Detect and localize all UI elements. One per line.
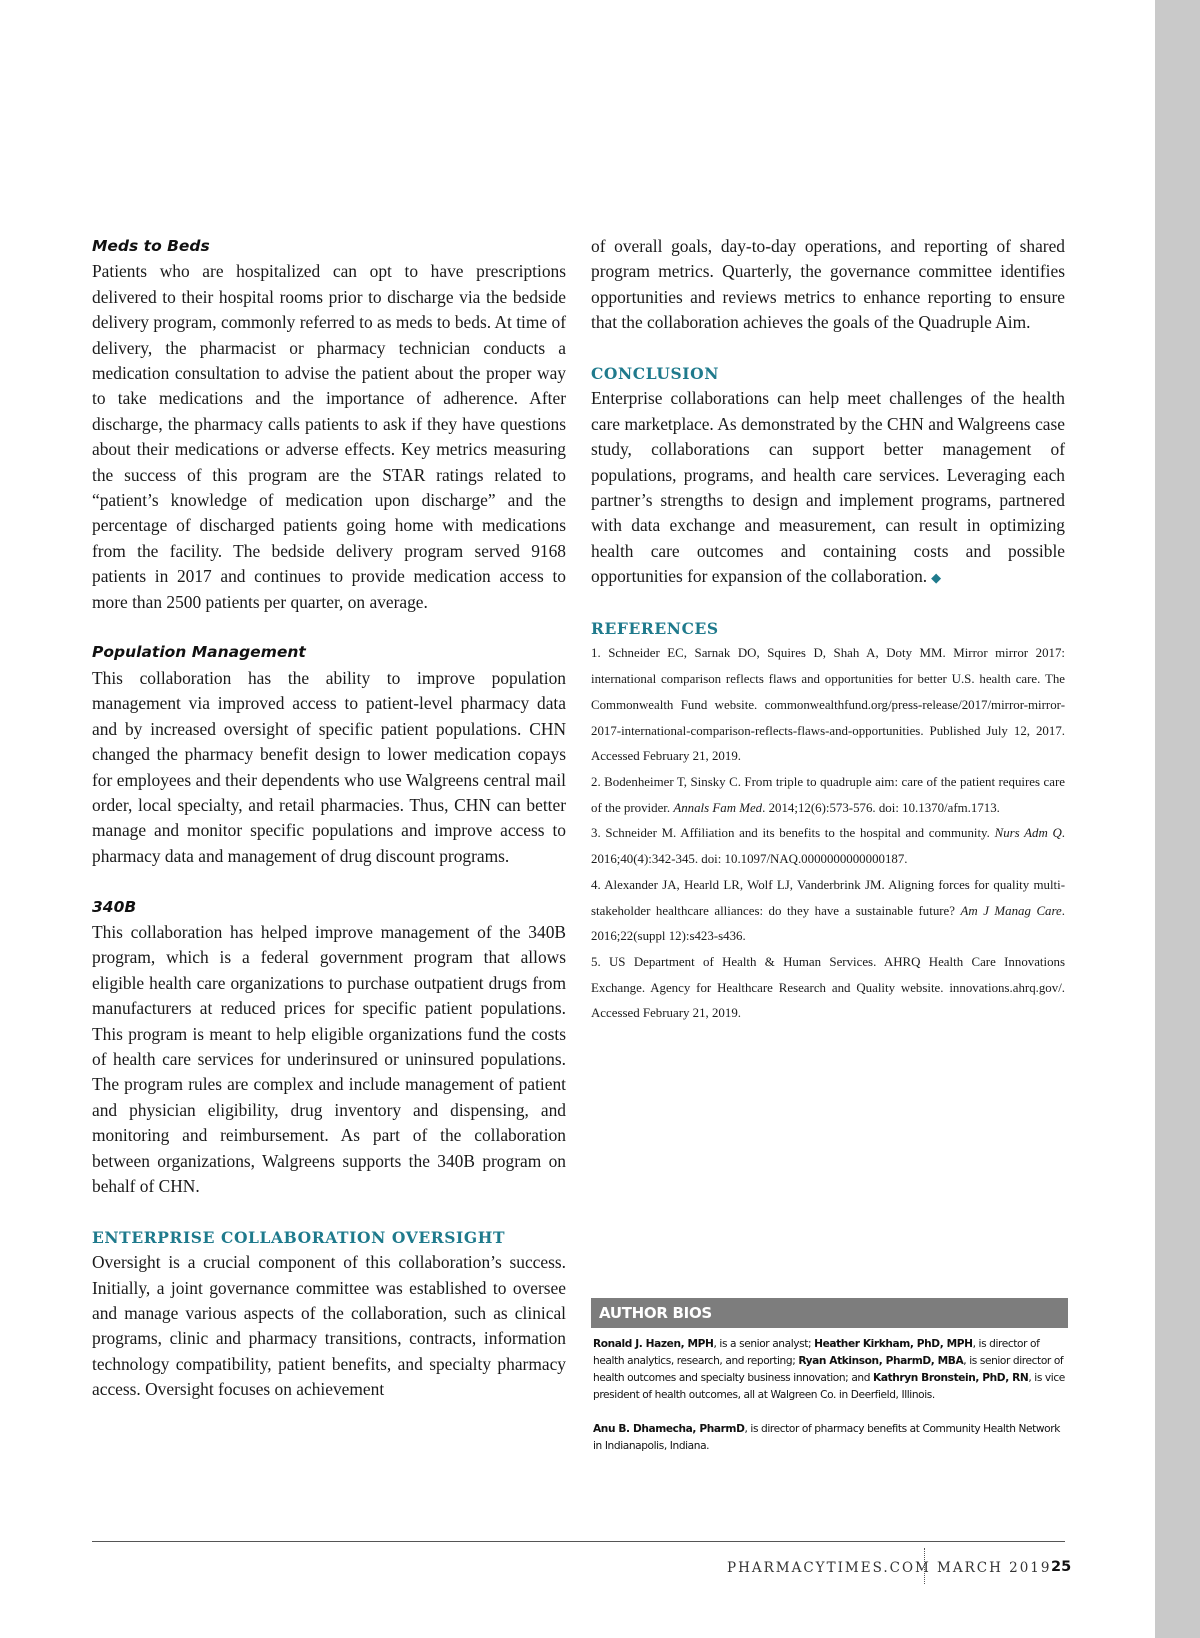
footer-site: PHARMACYTIMES.COM xyxy=(727,1560,931,1576)
right-column xyxy=(591,234,1065,1027)
references-heading: REFERENCES xyxy=(591,619,719,639)
conclusion-heading: CONCLUSION xyxy=(591,364,720,384)
reference-item: 3. Schneider M. Affiliation and its benefits to the hospital and community. Nurs Adm Q. 2016;40(4):342-345. doi: 10.1097/NAQ.0000000000000187. xyxy=(591,826,1065,867)
population-management-heading: Population Management xyxy=(92,643,306,662)
reference-item: 2. Bodenheimer T, Sinsky C. From triple to quadruple aim: care of the patient requires care of the provider. Annals Fam Med. 2014;12(6):573-576. doi: 10.1370/afm.1713. xyxy=(591,774,1065,815)
population-management-body: This collaboration has the ability to improve population management via improved access to patient-level pharmacy data and by increased oversight of specific patient populations. CHN changed the pharmacy benefit design to lower medication copays for employees and their dependents who use Walgreens central mail order, local specialty, and retail pharmacies. Thus, CHN can better manage and monitor specific populations and improve access to pharmacy data and management of drug discount programs. xyxy=(92,667,566,866)
author-bios-text xyxy=(591,1328,1068,1455)
footer-rule xyxy=(92,1541,1065,1542)
bios-paragraph-2: Anu B. Dhamecha, PharmD, is director of pharmacy benefits at Community Health Network in Indianapolis, Indiana. xyxy=(593,1423,1060,1452)
references-list xyxy=(591,641,1065,1027)
page-number: 25 xyxy=(1051,1559,1072,1575)
340b-body: This collaboration has helped improve management of the 340B program, which is a federal government program that allows eligible health care organizations to purchase outpatient drugs from manufacturers at reduced prices for specific patient populations. This program is meant to help eligible organizations fund the costs of health care services for underinsured or uninsured populations. The program rules are complex and include management of patient and physician eligibility, drug inventory and dispensing, and monitoring and reimbursement. As part of the collaboration between organizations, Walgreens supports the 340B program on behalf of CHN. xyxy=(92,921,566,1196)
reference-item: 1. Schneider EC, Sarnak DO, Squires D, Shah A, Doty MM. Mirror mirror 2017: international comparison reflects flaws and opportunities for better U.S. health care. The Commonwealth Fund website. commonwealthfund.org/press-release/2017/mirror-mirror-2017-international-comparison-reflects-flaws-and-opportunities. Published July 12, 2017. Accessed February 21, 2019. xyxy=(591,646,1065,764)
reference-item: 4. Alexander JA, Hearld LR, Wolf LJ, Vanderbrink JM. Aligning forces for quality multi-stakeholder healthcare alliances: do they have a sustainable future? Am J Manag Care. 2016;22(suppl 12):s423-s436. xyxy=(591,877,1065,944)
reference-item: 5. US Department of Health & Human Services. AHRQ Health Care Innovations Exchange. Agency for Healthcare Research and Quality website. innovations.ahrq.gov/. Accessed February 21, 2019. xyxy=(591,954,1065,1021)
oversight-body: Oversight is a crucial component of this collaboration’s success. Initially, a joint governance committee was established to oversee and manage various aspects of the collaboration, such as clinical programs, clinic and pharmacy transitions, contracts, information technology compatibility, patient benefits, and specialty pharmacy access. Oversight focuses on achievement xyxy=(92,1252,566,1400)
left-column xyxy=(92,234,566,1403)
meds-to-beds-body: Patients who are hospitalized can opt to have prescriptions delivered to their hospital rooms prior to discharge via the bedside delivery program, commonly referred to as meds to beds. At time of delivery, the pharmacist or pharmacy technician conducts a medication consultation to advise the patient about the proper way to take medications and the importance of adherence. After discharge, the pharmacy calls patients to ask if they have questions about their medications or adverse effects. Key metrics measuring the success of this program are the STAR ratings related to “patient’s knowledge of medication upon discharge” and the percentage of discharged patients going home with medications from the facility. The bedside delivery program served 9168 patients in 2017 and continues to provide medication access to more than 2500 patients per quarter, on average. xyxy=(92,261,566,612)
conclusion-body xyxy=(591,386,1065,590)
footer-date: MARCH 2019 xyxy=(937,1560,1052,1576)
bios-paragraph-1: Ronald J. Hazen, MPH, is a senior analyst; Heather Kirkham, PhD, MPH, is director of health analytics, research, and reporting; Ryan Atkinson, PharmD, MBA, is senior director of health outcomes and specialty business innovation; and Kathryn Bronstein, PhD, RN, is vice president of health outcomes, all at Walgreen Co. in Deerfield, Illinois. xyxy=(593,1338,1065,1401)
end-mark-icon: ◆ xyxy=(931,570,942,586)
conclusion-text: Enterprise collaborations can help meet challenges of the health care marketplace. As demonstrated by the CHN and Walgreens case study, collaborations can support better management of populations, programs, and health care services. Leveraging each partner’s strengths to design and implement programs, partnered with data exchange and measurement, can result in optimizing health care outcomes and containing costs and possible opportunities for expansion of the collaboration. xyxy=(591,388,1065,587)
author-bios-heading: AUTHOR BIOS xyxy=(591,1298,1068,1328)
oversight-continuation: of overall goals, day-to-day operations, and reporting of shared program metrics. Quarterly, the governance committee identifies opportunities and reviews metrics to enhance reporting to ensure that the collaboration achieves the goals of the Quadruple Aim. xyxy=(591,236,1065,333)
oversight-heading: ENTERPRISE COLLABORATION OVERSIGHT xyxy=(92,1227,506,1247)
author-bios-box xyxy=(591,1298,1068,1472)
meds-to-beds-heading: Meds to Beds xyxy=(92,237,210,255)
footer-separator xyxy=(924,1548,925,1584)
340b-heading: 340B xyxy=(92,897,137,916)
page-gutter xyxy=(1155,0,1200,1638)
